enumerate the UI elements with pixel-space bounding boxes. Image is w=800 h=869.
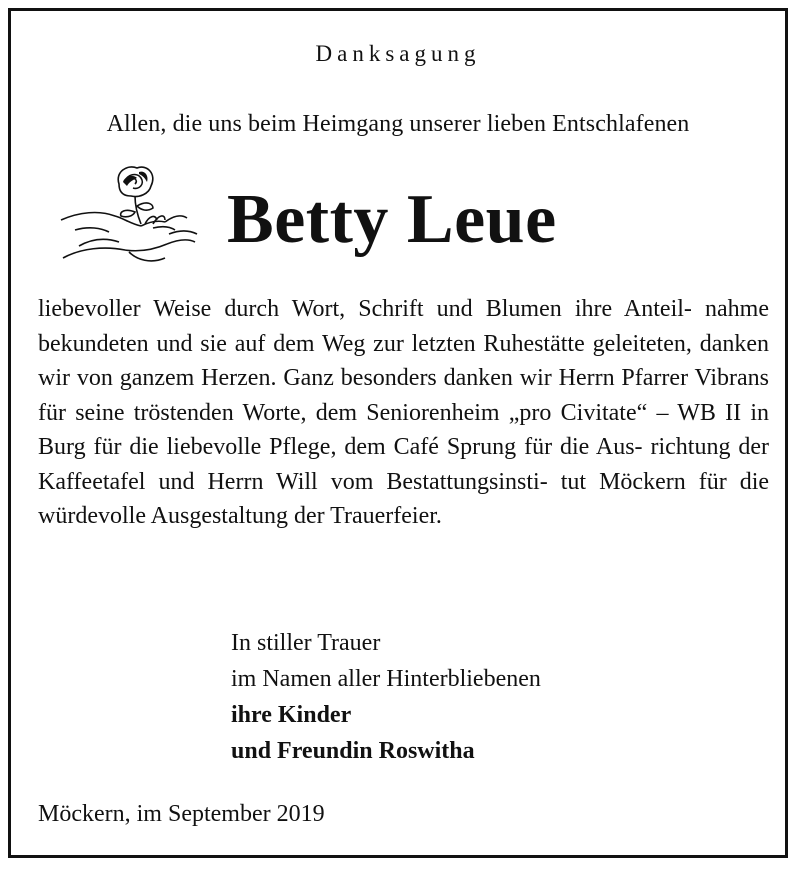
- hands-holding-rose-icon: [49, 154, 209, 274]
- place-date: Möckern, im September 2019: [38, 801, 325, 827]
- body-line: geleiteten, danken wir von ganzem Herzen.: [38, 330, 769, 391]
- signature-mourners: und Freundin Roswitha: [231, 738, 475, 764]
- body-line: in Burg für die liebevolle Pflege, dem Café Sprung für die Aus-: [38, 399, 770, 460]
- signature-mourners: ihre Kinder: [231, 702, 352, 728]
- body-line: richtung der Kaffeetafel und Herrn Will vom Bestattungsinsti-: [38, 434, 770, 495]
- body-line: Ganz besonders danken wir Herrn Pfarrer Vibrans für seine: [38, 365, 770, 426]
- signature-line: In stiller Trauer: [231, 630, 381, 656]
- intro-line: Allen, die uns beim Heimgang unserer lieben Entschlafenen: [106, 111, 690, 137]
- signature-line: im Namen aller Hinterbliebenen: [231, 666, 541, 692]
- signature-block: [231, 625, 541, 769]
- body-line: tut Möckern für die würdevolle Ausgestaltung der Trauerfeier.: [38, 468, 770, 529]
- body-line: nahme bekundeten und sie auf dem Weg zur letzten Ruhestätte: [38, 296, 770, 357]
- notice-heading: Danksagung: [315, 41, 481, 66]
- body-text: [38, 292, 769, 534]
- obituary-notice: [8, 8, 788, 858]
- body-line: liebevoller Weise durch Wort, Schrift und Blumen ihre Anteil-: [38, 296, 692, 322]
- body-line: tröstenden Worte, dem Seniorenheim „pro Civitate“ – WB II: [133, 399, 742, 426]
- deceased-name: Betty Leue: [227, 181, 557, 258]
